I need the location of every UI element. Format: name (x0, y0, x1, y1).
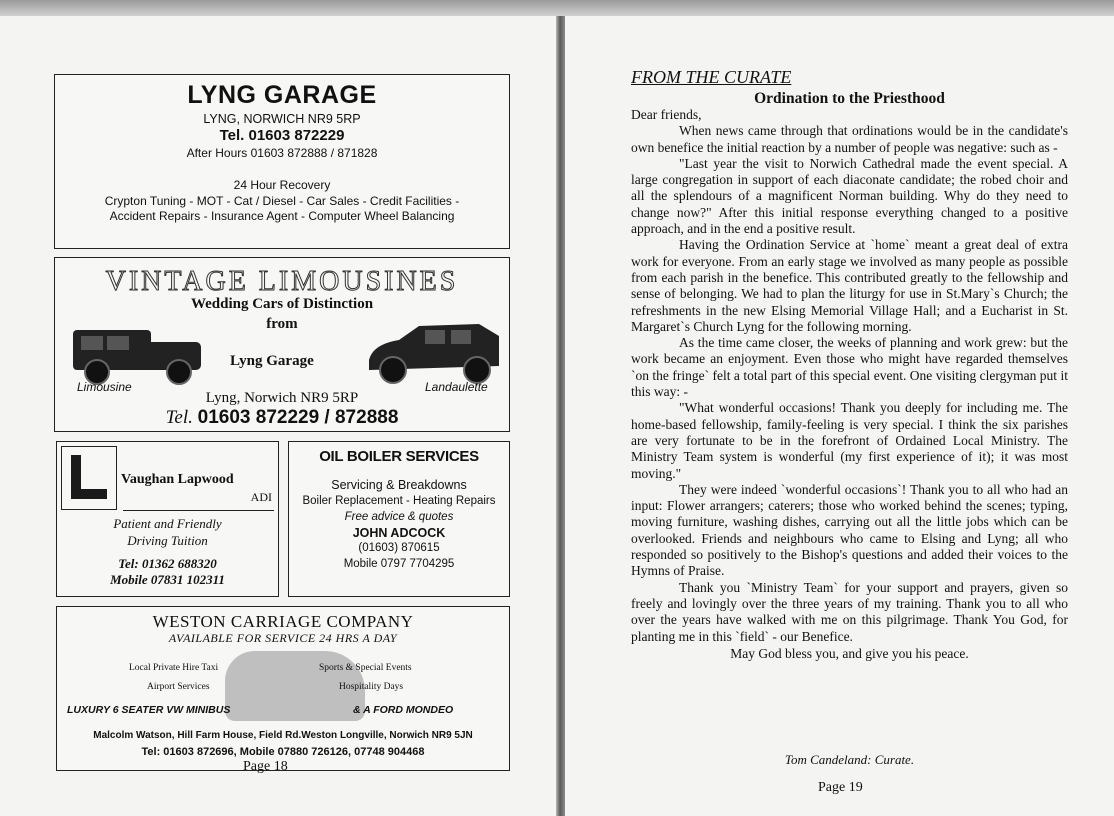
vaughan-lapwood-tagline-1: Patient and Friendly (113, 516, 222, 531)
vintage-limousines-tel: 01603 872229 / 872888 (197, 407, 399, 428)
paragraph: "What wonderful occasions! Thank you deeply for including me. The home-based fellowship, family-feeling is very special. I think the six parishes are very fortunate to be in the forefront of Ordained Local Ministry. The Ministry Team system is wonderful (my first experience of it); it was most moving." (631, 400, 1068, 481)
oil-boiler-mobile: Mobile 0797 7704295 (343, 558, 455, 570)
oil-boiler-line-1: Servicing & Breakdowns (331, 478, 467, 492)
paragraph: As the time came closer, the weeks of planning and work grew: but the work became an enjoyment. Even those who might have regarded themselves `on the fringe` felt a total part of this special event. One visiting clergyman put it this way: - (631, 335, 1068, 400)
divider (123, 510, 274, 511)
salutation: Dear friends, (631, 107, 702, 122)
weston-carriage-vehicle-1: LUXURY 6 SEATER VW MINIBUS (67, 704, 231, 716)
oil-boiler-line-2: Boiler Replacement - Heating Repairs (302, 495, 496, 507)
limousine-car-icon (69, 320, 207, 388)
lyng-garage-after-hours: After Hours 01603 872888 / 871828 (186, 146, 378, 160)
landaulette-car-icon (359, 320, 509, 388)
service-airport: Airport Services (147, 682, 210, 692)
vaughan-lapwood-tagline-2: Driving Tuition (127, 533, 208, 548)
vintage-limousines-title: VINTAGE LIMOUSINES (105, 266, 459, 297)
article-body (631, 107, 1068, 662)
oil-boiler-line-3: Free advice & quotes (344, 511, 454, 523)
service-sports: Sports & Special Events (319, 663, 412, 673)
article-heading: FROM THE CURATE (631, 67, 792, 87)
lyng-garage-recovery: 24 Hour Recovery (233, 178, 331, 192)
left-page (0, 16, 556, 816)
oil-boiler-ad (288, 441, 510, 597)
weston-carriage-tel: Tel: 01603 872696, Mobile 07880 726126, 07748 904468 (141, 746, 425, 758)
vaughan-lapwood-ad (56, 441, 279, 597)
vintage-limousines-subtitle: Wedding Cars of Distinction (190, 296, 374, 312)
vintage-limousines-tel-prefix: Tel. (165, 407, 193, 428)
article-subheading: Ordination to the Priesthood (754, 90, 945, 107)
vaughan-lapwood-mobile: Mobile 07831 102311 (110, 572, 225, 587)
oil-boiler-title: OIL BOILER SERVICES (319, 448, 479, 465)
weston-carriage-vehicle-2: & A FORD MONDEO (353, 704, 454, 716)
lyng-garage-address: LYNG, NORWICH NR9 5RP (203, 112, 361, 126)
weston-carriage-availability: AVAILABLE FOR SERVICE 24 HRS A DAY (168, 631, 398, 645)
page-number-left: Page 18 (243, 759, 288, 774)
service-hospitality: Hospitality Days (339, 682, 404, 692)
vintage-limousines-address: Lyng, Norwich NR9 5RP (205, 390, 359, 406)
lyng-garage-services-2: Accident Repairs - Insurance Agent - Computer Wheel Balancing (109, 209, 455, 223)
blessing: May God bless you, and give you his peace. (730, 645, 969, 661)
vaughan-lapwood-tel: Tel: 01362 688320 (118, 556, 217, 571)
weston-carriage-ad (56, 606, 510, 771)
landaulette-label: Landaulette (425, 380, 488, 394)
page-number-right: Page 19 (818, 780, 863, 795)
vintage-limousines-garage: Lyng Garage (230, 353, 314, 369)
weston-carriage-address: Malcolm Watson, Hill Farm House, Field Rd.Weston Longville, Norwich NR9 5JN (93, 730, 473, 741)
oil-boiler-contact: JOHN ADCOCK (352, 526, 446, 540)
paragraph: Having the Ordination Service at `home` meant a great deal of extra work for everyone. From an early stage we involved as many people as possible from each parish in the benefice. This contributed greatly to the fellowship and sense of belonging. We had to plan the liturgy for use in St.Mary`s Church; the refreshments in the new Elsing Memorial Village Hall; and a Eucharist in St. Margaret`s Church Lyng for the following morning. (631, 237, 1068, 334)
vaughan-lapwood-adi: ADI (250, 490, 272, 504)
book-gutter (556, 16, 565, 816)
signature: Tom Candeland: Curate. (784, 752, 915, 767)
vintage-limousines-tel-line (55, 407, 509, 429)
lyng-garage-ad (54, 74, 510, 249)
lyng-garage-services-1: Crypton Tuning - MOT - Cat / Diesel - Car Sales - Credit Facilities - (104, 194, 460, 208)
paragraph: Thank you `Ministry Team` for your support and prayers, given so freely and lovingly over the three years of my training. Thank you to all who over the years have walked with me on this pilgrimage. Thank You God, for planting me in this `field` - our Benefice. (631, 579, 1068, 644)
oil-boiler-phone: (01603) 870615 (358, 542, 440, 554)
learner-plate-icon (61, 446, 117, 510)
vaughan-lapwood-name: Vaughan Lapwood (121, 472, 234, 487)
paragraph: They were indeed `wonderful occasions`! Thank you to all who had an input: Flower arrangers; caterers; those who worked behind the scenes; typing, moving furniture, washing dishes, carrying out all the little jobs which can be overlooked. Friends and neighbours who came to Elsing and Lyng; all who responded so positively to the Bishop's questions and added their voices to the Hymns of Praise. (631, 481, 1068, 579)
paragraph: "Last year the visit to Norwich Cathedral made the event special. A large congregation in support of each diaconate candidate; the robed choir and all the splendours of a magnificent Norman building. Why do they need to change now?" After this initial response everything changed to a positive approach, and in the end a positive result. (631, 155, 1068, 237)
lyng-garage-name: LYNG GARAGE (187, 81, 377, 109)
paragraph: When news came through that ordinations would be in the candidate's own benefice the initial reaction by a number of people was negative: such as - (631, 123, 1068, 155)
vintage-limousines-ad (54, 257, 510, 432)
vintage-limousines-from: from (266, 316, 298, 332)
limousine-label: Limousine (77, 380, 132, 394)
weston-carriage-title: WESTON CARRIAGE COMPANY (152, 612, 414, 631)
lyng-garage-tel: Tel. 01603 872229 (219, 127, 345, 144)
service-taxi: Local Private Hire Taxi (129, 663, 219, 673)
